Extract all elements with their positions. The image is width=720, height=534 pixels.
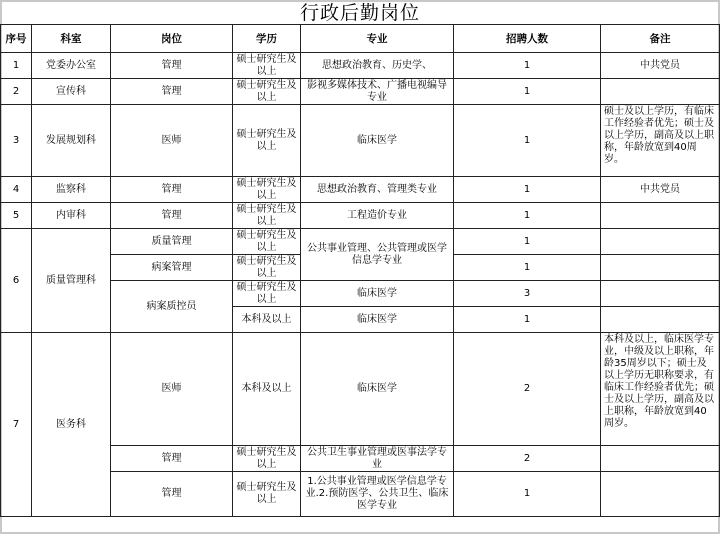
cell-edu[interactable]: 硕士研究生及以上 — [233, 446, 301, 472]
cell-note[interactable] — [601, 307, 720, 333]
cell-note[interactable] — [601, 229, 720, 255]
header-edu[interactable]: 学历 — [233, 25, 301, 53]
cell-no[interactable]: 2 — [1, 79, 32, 105]
cell-major[interactable]: 临床医学 — [301, 281, 454, 307]
table-row — [1, 229, 720, 255]
cell-edu[interactable]: 硕士研究生及以上 — [233, 79, 301, 105]
cell-no[interactable]: 5 — [1, 203, 32, 229]
cell-dept[interactable]: 党委办公室 — [32, 53, 111, 79]
cell-edu[interactable]: 硕士研究生及以上 — [233, 472, 301, 517]
cell-edu[interactable]: 硕士研究生及以上 — [233, 203, 301, 229]
cell-post[interactable]: 管理 — [111, 203, 233, 229]
cell-major[interactable]: 工程造价专业 — [301, 203, 454, 229]
cell-edu[interactable]: 硕士研究生及以上 — [233, 105, 301, 177]
cell-edu[interactable]: 硕士研究生及以上 — [233, 177, 301, 203]
cell-count[interactable]: 3 — [454, 281, 601, 307]
cell-post[interactable]: 管理 — [111, 446, 233, 472]
recruitment-table — [0, 24, 720, 517]
cell-major[interactable]: 公共事业管理、公共管理或医学信息学专业 — [301, 229, 454, 281]
cell-no[interactable]: 4 — [1, 177, 32, 203]
cell-note[interactable] — [601, 203, 720, 229]
cell-note[interactable] — [601, 255, 720, 281]
cell-major[interactable]: 临床医学 — [301, 105, 454, 177]
cell-count[interactable]: 1 — [454, 105, 601, 177]
table-row — [1, 203, 720, 229]
cell-no[interactable]: 6 — [1, 229, 32, 333]
cell-major[interactable]: 公共卫生事业管理或医事法学专业 — [301, 446, 454, 472]
cell-edu[interactable]: 硕士研究生及以上 — [233, 281, 301, 307]
cell-dept[interactable]: 宣传科 — [32, 79, 111, 105]
cell-note[interactable]: 硕士及以上学历，有临床工作经验者优先；硕士及以上学历，副高及以上职称，年龄放宽到40周岁。 — [601, 105, 720, 177]
table-row — [1, 333, 720, 446]
header-dept[interactable]: 科室 — [32, 25, 111, 53]
table-row — [1, 177, 720, 203]
cell-count[interactable]: 2 — [454, 333, 601, 446]
cell-post[interactable]: 医师 — [111, 333, 233, 446]
cell-note[interactable] — [601, 79, 720, 105]
cell-dept[interactable]: 医务科 — [32, 333, 111, 517]
cell-post[interactable]: 管理 — [111, 177, 233, 203]
cell-edu[interactable]: 硕士研究生及以上 — [233, 255, 301, 281]
cell-dept[interactable]: 内审科 — [32, 203, 111, 229]
cell-dept[interactable]: 发展规划科 — [32, 105, 111, 177]
header-no[interactable]: 序号 — [1, 25, 32, 53]
cell-edu[interactable]: 硕士研究生及以上 — [233, 229, 301, 255]
cell-major[interactable]: 临床医学 — [301, 333, 454, 446]
cell-no[interactable]: 3 — [1, 105, 32, 177]
header-post[interactable]: 岗位 — [111, 25, 233, 53]
table-row — [1, 53, 720, 79]
cell-edu[interactable]: 本科及以上 — [233, 307, 301, 333]
cell-post[interactable]: 质量管理 — [111, 229, 233, 255]
cell-dept[interactable]: 质量管理科 — [32, 229, 111, 333]
table-row — [1, 79, 720, 105]
cell-major[interactable]: 1.公共事业管理或医学信息学专业.2.预防医学、公共卫生、临床医学专业 — [301, 472, 454, 517]
cell-post[interactable]: 管理 — [111, 79, 233, 105]
cell-note[interactable] — [601, 472, 720, 517]
table-title: 行政后勤岗位 — [299, 2, 420, 24]
cell-edu[interactable]: 硕士研究生及以上 — [233, 53, 301, 79]
cell-no[interactable]: 7 — [1, 333, 32, 517]
cell-note[interactable]: 本科及以上，临床医学专业，中级及以上职称，年龄35周岁以下；硕士及以上学历无职称要求，有临床工作经验者优先；硕士及以上学历，副高及以上职称，年龄放宽到40周岁。 — [601, 333, 720, 446]
header-note[interactable]: 备注 — [601, 25, 720, 53]
table-row — [1, 105, 720, 177]
cell-major[interactable]: 思想政治教育、历史学、 — [301, 53, 454, 79]
cell-post[interactable]: 病案质控员 — [111, 281, 233, 333]
cell-count[interactable]: 1 — [454, 177, 601, 203]
cell-post[interactable]: 管理 — [111, 472, 233, 517]
cell-count[interactable]: 1 — [454, 255, 601, 281]
cell-count[interactable]: 2 — [454, 446, 601, 472]
cell-note[interactable]: 中共党员 — [601, 53, 720, 79]
cell-post[interactable]: 医师 — [111, 105, 233, 177]
cell-count[interactable]: 1 — [454, 79, 601, 105]
cell-dept[interactable]: 监察科 — [32, 177, 111, 203]
cell-note[interactable] — [601, 446, 720, 472]
cell-count[interactable]: 1 — [454, 307, 601, 333]
cell-post[interactable]: 病案管理 — [111, 255, 233, 281]
cell-note[interactable]: 中共党员 — [601, 177, 720, 203]
cell-count[interactable]: 1 — [454, 203, 601, 229]
header-row — [1, 25, 720, 53]
cell-no[interactable]: 1 — [1, 53, 32, 79]
cell-count[interactable]: 1 — [454, 229, 601, 255]
cell-major[interactable]: 影视多媒体技术、广播电视编导专业 — [301, 79, 454, 105]
header-major[interactable]: 专业 — [301, 25, 454, 53]
cell-major[interactable]: 思想政治教育、管理类专业 — [301, 177, 454, 203]
header-count[interactable]: 招聘人数 — [454, 25, 601, 53]
cell-major[interactable]: 临床医学 — [301, 307, 454, 333]
cell-edu[interactable]: 本科及以上 — [233, 333, 301, 446]
cell-post[interactable]: 管理 — [111, 53, 233, 79]
cell-count[interactable]: 1 — [454, 53, 601, 79]
cell-note[interactable] — [601, 281, 720, 307]
cell-count[interactable]: 1 — [454, 472, 601, 517]
